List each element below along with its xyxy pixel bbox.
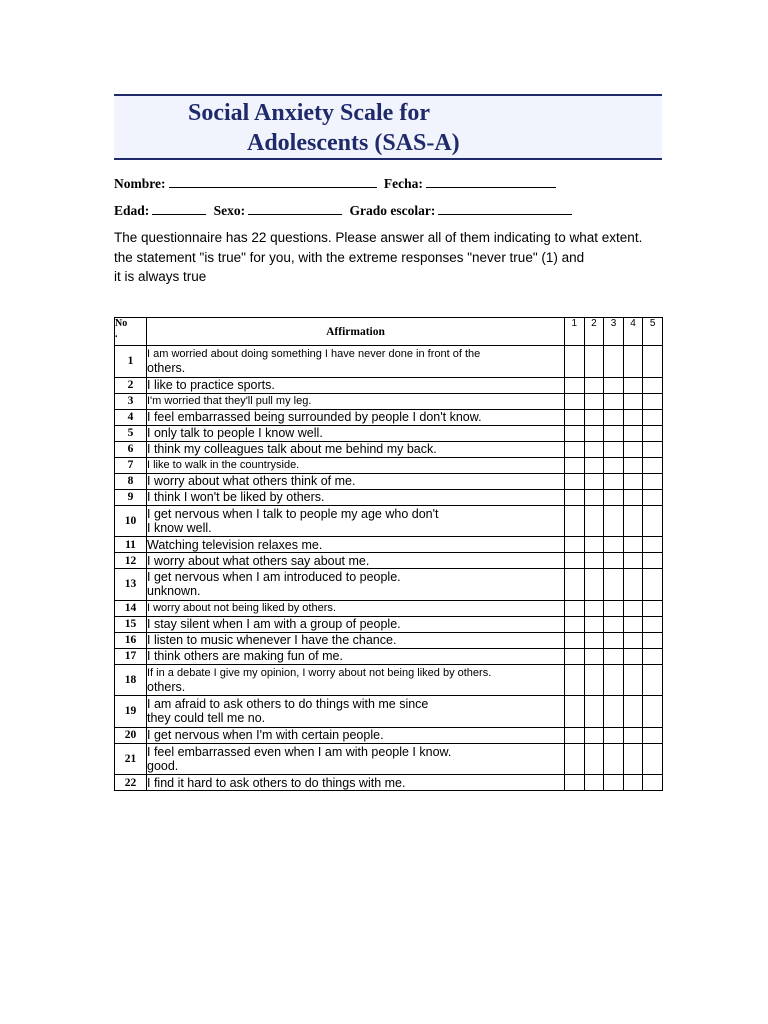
answer-cell-4[interactable] — [623, 425, 643, 441]
table-row — [115, 569, 663, 601]
answer-cell-2[interactable] — [584, 775, 604, 791]
item-affirmation — [147, 505, 565, 537]
table-row — [115, 600, 663, 616]
answer-cell-3[interactable] — [604, 727, 624, 743]
instructions-line-2: the statement "is true" for you, with the extreme responses "never true" (1) and — [114, 249, 585, 265]
item-affirmation — [147, 569, 565, 601]
item-affirmation — [147, 727, 565, 743]
instructions-line-1: The questionnaire has 22 questions. Please answer all of them indicating to what extent. — [114, 230, 643, 245]
answer-cell-3[interactable] — [604, 664, 624, 696]
answer-cell-4[interactable] — [623, 616, 643, 632]
answer-cell-5[interactable] — [643, 553, 663, 569]
answer-cell-4[interactable] — [623, 569, 643, 601]
affirmation-line-1: I think I won't be liked by others. — [147, 490, 325, 504]
answer-cell-4[interactable] — [623, 505, 643, 537]
table-row — [115, 648, 663, 664]
table-row — [115, 473, 663, 489]
answer-cell-1[interactable] — [565, 537, 585, 553]
table-row — [115, 616, 663, 632]
header-scale-3: 3 — [604, 318, 624, 346]
affirmation-line-1: If in a debate I give my opinion, I worry about not being liked by others. — [147, 666, 492, 679]
affirmation-line-1: I get nervous when I am introduced to people. — [147, 570, 401, 585]
answer-cell-2[interactable] — [584, 393, 604, 409]
answer-cell-1[interactable] — [565, 616, 585, 632]
sexo-label: Sexo: — [213, 203, 246, 218]
answer-cell-1[interactable] — [565, 409, 585, 425]
answer-cell-5[interactable] — [643, 505, 663, 537]
answer-cell-4[interactable] — [623, 457, 643, 473]
answer-cell-5[interactable] — [643, 569, 663, 601]
affirmation-line-2: I know well. — [147, 520, 212, 535]
affirmation-line-2: others. — [147, 679, 186, 694]
answer-cell-5[interactable] — [643, 696, 663, 728]
table-row — [115, 505, 663, 537]
answer-cell-4[interactable] — [623, 473, 643, 489]
grado-field[interactable] — [438, 202, 572, 215]
answer-cell-4[interactable] — [623, 664, 643, 696]
affirmation-line-1: I find it hard to ask others to do things with me. — [147, 775, 406, 790]
affirmation-line-2: unknown. — [147, 584, 201, 599]
header-number — [115, 318, 147, 346]
answer-cell-4[interactable] — [623, 489, 643, 505]
affirmation-line-1: I only talk to people I know well. — [147, 426, 323, 440]
answer-cell-5[interactable] — [643, 600, 663, 616]
table-row — [115, 743, 663, 775]
affirmation-line-1: I feel embarrassed being surrounded by people I don't know. — [147, 410, 482, 424]
table-row — [115, 537, 663, 553]
affirmation-line-1: I think my colleagues talk about me behind my back. — [147, 442, 437, 456]
answer-cell-1[interactable] — [565, 553, 585, 569]
item-number: 7 — [115, 457, 147, 473]
answer-cell-2[interactable] — [584, 489, 604, 505]
affirmation-line-1: I worry about not being liked by others. — [147, 602, 336, 614]
affirmation-line-1: I stay silent when I am with a group of people. — [147, 617, 401, 631]
item-affirmation — [147, 664, 565, 696]
answer-cell-5[interactable] — [643, 457, 663, 473]
instructions-line-3: it is always true — [114, 269, 207, 284]
sexo-field[interactable] — [248, 202, 342, 215]
edad-label: Edad: — [114, 203, 150, 218]
fecha-label: Fecha: — [383, 176, 423, 191]
table-row — [115, 632, 663, 648]
affirmation-line-1: I feel embarrassed even when I am with people I know. — [147, 744, 452, 759]
table-row — [115, 775, 663, 791]
item-affirmation — [147, 425, 565, 441]
table-row — [115, 346, 663, 378]
affirmation-line-1: I worry about what others think of me. — [147, 474, 356, 488]
answer-cell-5[interactable] — [643, 537, 663, 553]
item-number: 20 — [115, 727, 147, 743]
table-row — [115, 377, 663, 393]
answer-cell-2[interactable] — [584, 632, 604, 648]
title-banner — [114, 94, 662, 160]
item-affirmation — [147, 553, 565, 569]
table-row — [115, 425, 663, 441]
answer-cell-2[interactable] — [584, 743, 604, 775]
affirmation-line-1: I'm worried that they'll pull my leg. — [147, 395, 312, 407]
questionnaire-table — [114, 317, 663, 791]
answer-cell-4[interactable] — [623, 743, 643, 775]
answer-cell-2[interactable] — [584, 409, 604, 425]
affirmation-line-1: Watching television relaxes me. — [147, 537, 323, 552]
affirmation-line-2: others. — [147, 361, 186, 376]
item-affirmation — [147, 696, 565, 728]
answer-cell-4[interactable] — [623, 537, 643, 553]
answer-cell-2[interactable] — [584, 553, 604, 569]
item-number: 16 — [115, 632, 147, 648]
answer-cell-5[interactable] — [643, 489, 663, 505]
header-scale-1: 1 — [565, 318, 585, 346]
affirmation-line-1: I am afraid to ask others to do things with me since — [147, 697, 429, 712]
answer-cell-3[interactable] — [604, 537, 624, 553]
item-number: 2 — [115, 377, 147, 393]
answer-cell-3[interactable] — [604, 648, 624, 664]
table-row — [115, 727, 663, 743]
answer-cell-3[interactable] — [604, 696, 624, 728]
answer-cell-3[interactable] — [604, 489, 624, 505]
answer-cell-3[interactable] — [604, 632, 624, 648]
table-row — [115, 489, 663, 505]
answer-cell-2[interactable] — [584, 696, 604, 728]
answer-cell-2[interactable] — [584, 569, 604, 601]
answer-cell-5[interactable] — [643, 409, 663, 425]
form-row-name-date — [114, 175, 560, 192]
answer-cell-5[interactable] — [643, 743, 663, 775]
item-affirmation — [147, 489, 565, 505]
answer-cell-1[interactable] — [565, 775, 585, 791]
answer-cell-1[interactable] — [565, 441, 585, 457]
item-number: 9 — [115, 489, 147, 505]
answer-cell-1[interactable] — [565, 346, 585, 378]
item-affirmation — [147, 441, 565, 457]
table-row — [115, 553, 663, 569]
answer-cell-1[interactable] — [565, 393, 585, 409]
answer-cell-3[interactable] — [604, 457, 624, 473]
item-affirmation — [147, 537, 565, 553]
answer-cell-2[interactable] — [584, 346, 604, 378]
answer-cell-5[interactable] — [643, 775, 663, 791]
grado-label: Grado escolar: — [349, 203, 436, 218]
affirmation-line-1: I get nervous when I'm with certain people. — [147, 728, 384, 742]
answer-cell-5[interactable] — [643, 346, 663, 378]
item-number: 11 — [115, 537, 147, 553]
answer-cell-5[interactable] — [643, 377, 663, 393]
answer-cell-1[interactable] — [565, 489, 585, 505]
table-row — [115, 409, 663, 425]
answer-cell-4[interactable] — [623, 648, 643, 664]
item-affirmation — [147, 600, 565, 616]
item-affirmation — [147, 346, 565, 378]
item-affirmation — [147, 632, 565, 648]
answer-cell-1[interactable] — [565, 473, 585, 489]
item-number: 14 — [115, 600, 147, 616]
answer-cell-4[interactable] — [623, 346, 643, 378]
affirmation-line-1: I worry about what others say about me. — [147, 553, 370, 568]
table-row — [115, 393, 663, 409]
answer-cell-2[interactable] — [584, 505, 604, 537]
item-number: 15 — [115, 616, 147, 632]
answer-cell-3[interactable] — [604, 441, 624, 457]
answer-cell-4[interactable] — [623, 696, 643, 728]
item-affirmation — [147, 775, 565, 791]
answer-cell-2[interactable] — [584, 537, 604, 553]
answer-cell-5[interactable] — [643, 441, 663, 457]
answer-cell-2[interactable] — [584, 664, 604, 696]
item-number: 12 — [115, 553, 147, 569]
answer-cell-4[interactable] — [623, 632, 643, 648]
header-scale-2: 2 — [584, 318, 604, 346]
answer-cell-4[interactable] — [623, 393, 643, 409]
answer-cell-1[interactable] — [565, 743, 585, 775]
affirmation-line-2: good. — [147, 758, 179, 773]
affirmation-line-1: I listen to music whenever I have the chance. — [147, 633, 397, 647]
answer-cell-1[interactable] — [565, 632, 585, 648]
questionnaire-body — [115, 346, 663, 791]
answer-cell-5[interactable] — [643, 473, 663, 489]
answer-cell-1[interactable] — [565, 457, 585, 473]
answer-cell-1[interactable] — [565, 648, 585, 664]
answer-cell-3[interactable] — [604, 393, 624, 409]
answer-cell-3[interactable] — [604, 346, 624, 378]
item-number: 6 — [115, 441, 147, 457]
answer-cell-1[interactable] — [565, 600, 585, 616]
answer-cell-1[interactable] — [565, 727, 585, 743]
title-line-1: Social Anxiety Scale for — [188, 100, 430, 126]
item-number: 4 — [115, 409, 147, 425]
answer-cell-2[interactable] — [584, 648, 604, 664]
answer-cell-4[interactable] — [623, 377, 643, 393]
header-scale-5: 5 — [643, 318, 663, 346]
table-header-row — [115, 318, 663, 346]
item-affirmation — [147, 648, 565, 664]
table-row — [115, 696, 663, 728]
answer-cell-3[interactable] — [604, 505, 624, 537]
answer-cell-3[interactable] — [604, 569, 624, 601]
answer-cell-1[interactable] — [565, 664, 585, 696]
item-affirmation — [147, 473, 565, 489]
form-row-age-sex-grade — [114, 202, 576, 219]
answer-cell-1[interactable] — [565, 377, 585, 393]
item-affirmation — [147, 377, 565, 393]
answer-cell-3[interactable] — [604, 377, 624, 393]
item-affirmation — [147, 743, 565, 775]
header-affirmation: Affirmation — [147, 318, 565, 346]
item-affirmation — [147, 616, 565, 632]
nombre-label: Nombre: — [114, 176, 166, 191]
answer-cell-3[interactable] — [604, 616, 624, 632]
item-affirmation — [147, 393, 565, 409]
item-number: 1 — [115, 346, 147, 378]
answer-cell-5[interactable] — [643, 632, 663, 648]
table-row — [115, 457, 663, 473]
answer-cell-5[interactable] — [643, 393, 663, 409]
answer-cell-1[interactable] — [565, 696, 585, 728]
answer-cell-4[interactable] — [623, 409, 643, 425]
header-number-line-1: No — [115, 318, 128, 329]
item-number: 19 — [115, 696, 147, 728]
item-number: 13 — [115, 569, 147, 601]
answer-cell-4[interactable] — [623, 553, 643, 569]
item-number: 10 — [115, 505, 147, 537]
answer-cell-3[interactable] — [604, 743, 624, 775]
answer-cell-4[interactable] — [623, 600, 643, 616]
title-line-2: Adolescents (SAS-A) — [247, 130, 460, 156]
item-number: 5 — [115, 425, 147, 441]
answer-cell-1[interactable] — [565, 425, 585, 441]
item-number: 18 — [115, 664, 147, 696]
item-affirmation — [147, 409, 565, 425]
answer-cell-5[interactable] — [643, 425, 663, 441]
table-row — [115, 664, 663, 696]
nombre-field[interactable] — [169, 175, 377, 188]
edad-field[interactable] — [152, 202, 206, 215]
answer-cell-2[interactable] — [584, 600, 604, 616]
affirmation-line-1: I am worried about doing something I have never done in front of the — [147, 348, 481, 361]
item-number: 3 — [115, 393, 147, 409]
answer-cell-5[interactable] — [643, 616, 663, 632]
answer-cell-1[interactable] — [565, 505, 585, 537]
answer-cell-3[interactable] — [604, 473, 624, 489]
item-number: 21 — [115, 743, 147, 775]
answer-cell-5[interactable] — [643, 648, 663, 664]
answer-cell-3[interactable] — [604, 409, 624, 425]
answer-cell-4[interactable] — [623, 441, 643, 457]
affirmation-line-2: they could tell me no. — [147, 711, 266, 726]
answer-cell-2[interactable] — [584, 473, 604, 489]
item-number: 22 — [115, 775, 147, 791]
answer-cell-3[interactable] — [604, 600, 624, 616]
affirmation-line-1: I like to practice sports. — [147, 378, 275, 392]
answer-cell-1[interactable] — [565, 569, 585, 601]
header-scale-4: 4 — [623, 318, 643, 346]
answer-cell-3[interactable] — [604, 553, 624, 569]
answer-cell-2[interactable] — [584, 457, 604, 473]
answer-cell-2[interactable] — [584, 616, 604, 632]
answer-cell-3[interactable] — [604, 775, 624, 791]
instructions — [114, 228, 674, 287]
fecha-field[interactable] — [426, 175, 556, 188]
answer-cell-2[interactable] — [584, 441, 604, 457]
affirmation-line-1: I like to walk in the countryside. — [147, 459, 300, 471]
answer-cell-5[interactable] — [643, 727, 663, 743]
answer-cell-2[interactable] — [584, 727, 604, 743]
affirmation-line-1: I think others are making fun of me. — [147, 649, 343, 663]
table-row — [115, 441, 663, 457]
answer-cell-4[interactable] — [623, 727, 643, 743]
answer-cell-2[interactable] — [584, 377, 604, 393]
answer-cell-4[interactable] — [623, 775, 643, 791]
answer-cell-5[interactable] — [643, 664, 663, 696]
affirmation-line-1: I get nervous when I talk to people my age who don't — [147, 506, 439, 521]
answer-cell-2[interactable] — [584, 425, 604, 441]
header-number-line-2: . — [115, 329, 118, 340]
item-number: 8 — [115, 473, 147, 489]
item-number: 17 — [115, 648, 147, 664]
answer-cell-3[interactable] — [604, 425, 624, 441]
item-affirmation — [147, 457, 565, 473]
